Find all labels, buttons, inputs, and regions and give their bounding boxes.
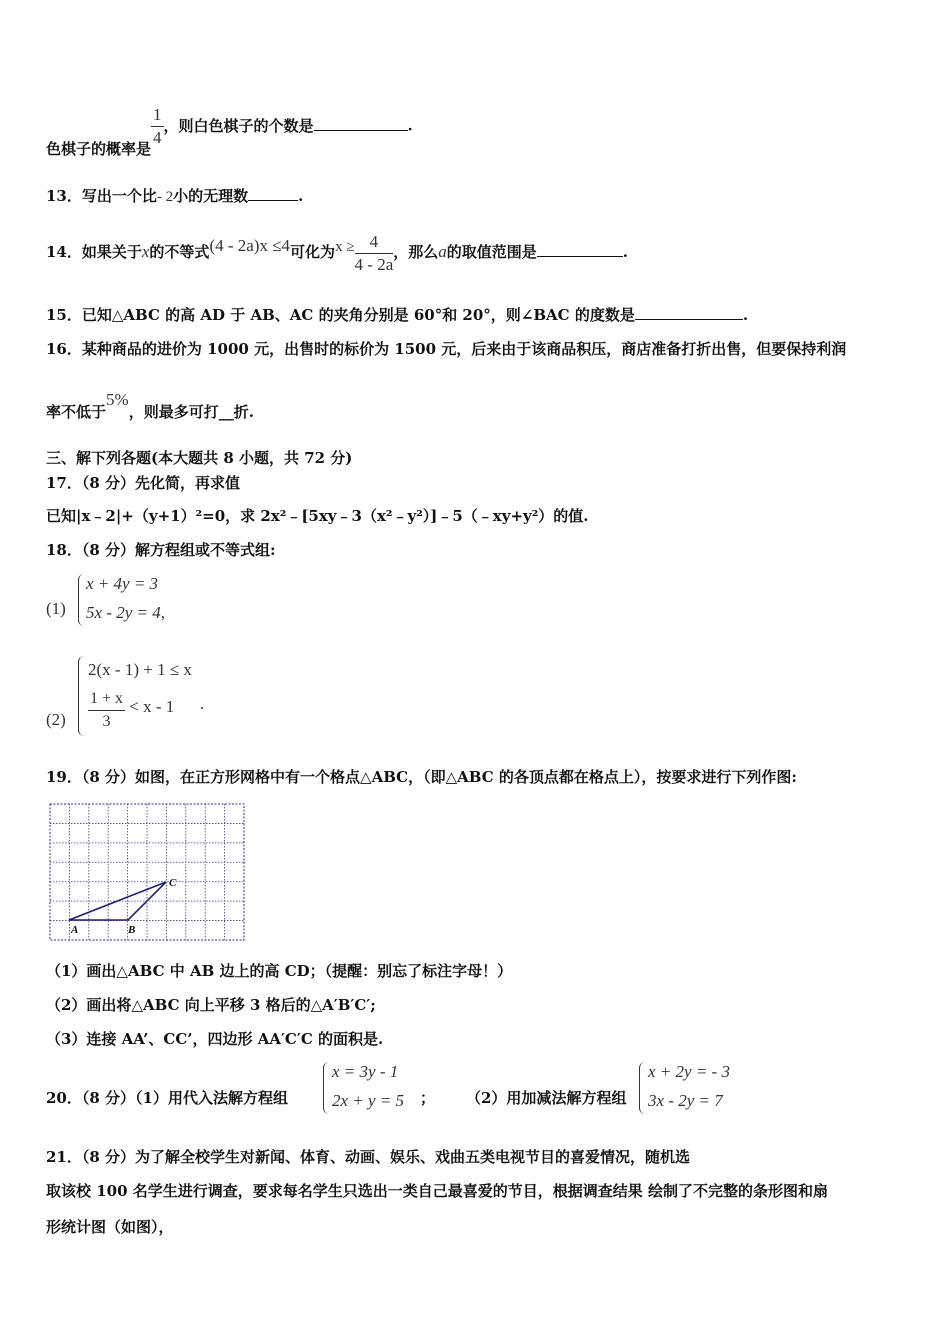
q16-line2: 率不低于5%，则最多可打__折. [46, 390, 254, 421]
q21-line3: 形统计图（如图）， [46, 1218, 174, 1236]
q20-system1-brace [323, 1062, 332, 1114]
label-b: B [128, 924, 136, 936]
q14-line: 14．如果关于x的不等式(4 - 2a)x ≤4可化为x ≥ $\frac{4}{4 - 2a}$ ，那么a的取值范围是 . [46, 231, 629, 274]
q18-part1-eq2: 5x - 2y = 4 [86, 603, 161, 622]
label-a: A [71, 924, 79, 936]
q16-percent: 5% [106, 390, 129, 409]
q20-system2-brace [639, 1062, 648, 1114]
q13-value: - 2 [156, 189, 174, 205]
q20-mid: （2）用加减法解方程组 [466, 1089, 627, 1107]
q20-system1-eq2: 2x + y = 5 [332, 1091, 405, 1110]
q20-system2-eq1: x + 2y = - 3 [648, 1062, 730, 1081]
q15-answer-blank[interactable] [635, 305, 743, 320]
q18-head: 18．（8 分）解方程组或不等式组: [46, 541, 276, 559]
section-3-title: 三、解下列各题(本大题共 8 小题，共 72 分) [46, 449, 353, 467]
q19-sub3: （3）连接 AA’、CC’，四边形 AA′C′C 的面积是. [46, 1030, 384, 1048]
q12-fraction: $\frac{1}{4}$ [153, 105, 162, 147]
q15-line: 15．已知△ABC 的高 AD 于 AB、AC 的夹角分别是 60°和 20°，则∠BAC 的度数是 . [46, 306, 749, 324]
q19-head: 19．（8 分）如图，在正方形网格中有一个格点△ABC，（即△ABC 的各顶点都在格点上），按要求进行下列作图: [46, 768, 797, 786]
q18-part2-eq1: 2(x - 1) + 1 ≤ x [88, 660, 192, 679]
q17-head: 17．（8 分）先化简，再求值 [46, 474, 241, 492]
q13-line: 13．写出一个比- 2小的无理数 . [46, 187, 304, 205]
q19-sub1: （1）画出△ABC 中 AB 边上的高 CD；（提醒：别忘了标注字母！） [46, 962, 513, 980]
q19-grid-figure [49, 803, 247, 945]
q14-inequality: (4 - 2a)x ≤4 [209, 236, 291, 255]
q18-part2-eq2: $\frac{1 + x}{3}$ < x - 1 [90, 690, 175, 730]
q21-line1: 21．（8 分）为了解全校学生对新闻、体育、动画、娱乐、戏曲五类电视节目的喜爱情况，随机选 [46, 1148, 691, 1166]
q14-answer-blank[interactable] [537, 242, 623, 257]
q12-post: ，则白色棋子的个数是 [163, 116, 314, 135]
q12-line: 色棋子的概率是 $\frac{1}{4}$ ，则白色棋子的个数是 . [46, 105, 413, 158]
q18-part2-brace [78, 656, 87, 736]
q14-fraction: $\frac{4}{4 - 2a}$ [354, 231, 394, 274]
q19-sub2: （2）画出将△ABC 向上平移 3 格后的△A′B′C′; [46, 996, 376, 1014]
q20-pre: 20．（8 分）（1）用代入法解方程组 [46, 1089, 288, 1107]
q12-answer-blank[interactable] [314, 116, 408, 131]
q20-sep: ； [420, 1089, 436, 1107]
q20-system1-eq1: x = 3y - 1 [332, 1062, 399, 1081]
q16-line1: 16．某种商品的进价为 1000 元，出售时的标价为 1500 元，后来由于该商品积压，商店准备打折出售，但要保持利润 [46, 340, 847, 358]
q18-part1-eq1: x + 4y = 3 [86, 574, 159, 593]
label-c: C [169, 877, 177, 889]
q21-line2: 取该校 100 名学生进行调查，要求每名学生只选出一类自己最喜爱的节目，根据调查结果 绘制了不完整的条形图和扇 [46, 1182, 828, 1200]
q20-system2-eq2: 3x - 2y = 7 [648, 1091, 723, 1110]
q12-pre: 色棋子的概率是 [46, 139, 152, 158]
q13-answer-blank[interactable] [248, 186, 298, 201]
q17-body: 已知|x﹣2|+（y+1）²=0，求 2x²﹣[5xy﹣3（x²﹣y²）]﹣5（﹣xy+y²）的值. [46, 507, 589, 525]
